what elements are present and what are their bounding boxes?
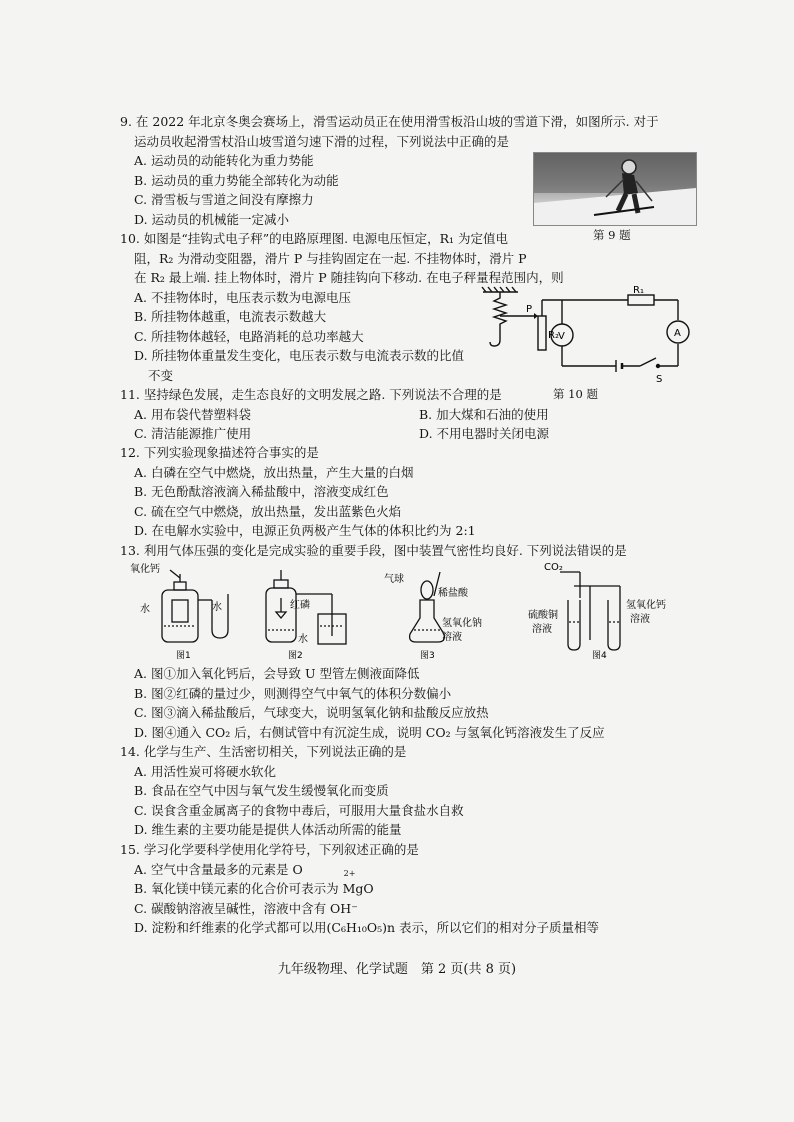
fig3-caption: 图3 xyxy=(420,651,435,661)
q10-stem-line2: 阻，R₂ 为滑动变阻器，滑片 P 与挂钩固定在一起. 不挂物体时，滑片 P xyxy=(134,250,527,266)
fig4-caption: 图4 xyxy=(592,651,607,661)
q11-option-d: D. 不用电器时关闭电源 xyxy=(419,426,550,441)
q11-options-row2 xyxy=(120,424,690,444)
q10-option-d: D. 所挂物体重量发生变化，电压表示数与电流表示数的比值 xyxy=(134,348,465,363)
fig3-label-balloon: 气球 xyxy=(384,574,404,585)
skier-photo xyxy=(533,152,697,226)
fig3-label-naoh-2: 溶液 xyxy=(442,632,462,643)
q13-option-d: D. 图④通入 CO₂ 后，右侧试管中有沉淀生成，说明 CO₂ 与氢氧化钙溶液发生了反应 xyxy=(134,724,605,740)
label-r2: R₂ xyxy=(548,330,559,341)
fig2-caption: 图2 xyxy=(288,651,303,661)
q9-option-c: C. 滑雪板与雪道之间没有摩擦力 xyxy=(134,192,314,207)
q10-stem-line1: 10. 如图是“挂钩式电子秤”的电路原理图. 电源电压恒定，R₁ 为定值电 xyxy=(120,231,508,246)
q15-stem: 15. 学习化学要科学使用化学符号，下列叙述正确的是 xyxy=(120,842,419,857)
fig3-label-hcl: 稀盐酸 xyxy=(438,588,468,599)
q13-stem: 13. 利用气体压强的变化是完成实验的重要手段，图中装置气密性均良好. 下列说法错误的是 xyxy=(120,543,627,558)
fig1-label-water-left: 水 xyxy=(140,604,150,615)
q11-options-row1 xyxy=(120,405,690,425)
label-ammeter: A xyxy=(674,328,681,339)
q14-option-b: B. 食品在空气中因与氧气发生缓慢氧化而变质 xyxy=(134,783,389,798)
q9-stem-line1: 9. 在 2022 年北京冬奥会赛场上，滑雪运动员正在使用滑雪板沿山坡的雪道下滑，如图所示. 对于 xyxy=(120,114,659,129)
q9-figure-caption: 第 9 题 xyxy=(593,228,631,242)
question-11 xyxy=(120,385,690,444)
q14-option-a: A. 用活性炭可将硬水软化 xyxy=(134,763,276,779)
q9-stem-line2: 运动员收起滑雪杖沿山坡雪道匀速下滑的过程，下列说法中正确的是 xyxy=(134,133,510,149)
q14-option-c: C. 误食含重金属离子的食物中毒后，可服用大量食盐水自救 xyxy=(134,802,464,818)
question-15 xyxy=(120,840,720,938)
q9-option-b: B. 运动员的重力势能全部转化为动能 xyxy=(134,172,339,188)
q13-figures xyxy=(120,560,690,662)
page-footer: 九年级物理、化学试题 第 2 页(共 8 页) xyxy=(277,962,517,977)
circuit-diagram xyxy=(478,286,693,386)
label-voltmeter: V xyxy=(558,331,565,342)
fig1-label-water-right: 水 xyxy=(212,602,222,613)
q10-option-b: B. 所挂物体越重，电流表示数越大 xyxy=(134,309,327,324)
q12-option-a: A. 白磷在空气中燃烧，放出热量，产生大量的白烟 xyxy=(134,464,414,480)
fig4-label-co2: CO₂ xyxy=(544,562,563,573)
fig4-label-cuso4-1: 硫酸铜 xyxy=(528,610,558,621)
q10-option-c: C. 所挂物体越轻，电路消耗的总功率越大 xyxy=(134,328,364,344)
q15-option-b-text: B. 氧化镁中镁元素的化合价可表示为 xyxy=(134,881,339,896)
fig2-label-p: 红磷 xyxy=(290,600,310,611)
fig1-label-cao: 氧化钙 xyxy=(130,564,160,575)
q13-option-a: A. 图①加入氧化钙后，会导致 U 型管左侧液面降低 xyxy=(134,666,420,681)
q12-option-b: B. 无色酚酞溶液滴入稀盐酸中，溶液变成红色 xyxy=(134,484,389,499)
fig4-label-caoh-2: 溶液 xyxy=(630,614,650,625)
q12-option-c: C. 硫在空气中燃烧，放出热量，发出蓝紫色火焰 xyxy=(134,503,402,519)
q10-option-a: A. 不挂物体时，电压表示数为电源电压 xyxy=(134,289,351,305)
q11-option-a: A. 用布袋代替塑料袋 xyxy=(134,406,251,422)
question-13-stem-block xyxy=(120,541,690,561)
q10-option-d-cont: 不变 xyxy=(148,367,174,383)
q15-option-b-formula: MgO xyxy=(342,881,374,896)
fig3-label-naoh-1: 氢氧化钠 xyxy=(442,618,482,629)
label-switch: S xyxy=(656,374,663,385)
skier-illustration xyxy=(534,153,696,225)
q13-option-c: C. 图③滴入稀盐酸后，气球变大，说明氢氧化钠和盐酸反应放热 xyxy=(134,705,489,720)
q12-stem: 12. 下列实验现象描述符合事实的是 xyxy=(120,445,319,460)
q11-stem: 11. 坚持绿色发展，走生态良好的文明发展之路. 下列说法不合理的是 xyxy=(120,387,502,402)
fig2-label-water: 水 xyxy=(298,634,308,645)
q11-option-b: B. 加大煤和石油的使用 xyxy=(419,406,549,422)
q9-option-a: A. 运动员的动能转化为重力势能 xyxy=(134,153,314,168)
q14-option-d: D. 维生素的主要功能是提供人体活动所需的能量 xyxy=(134,822,402,837)
q9-option-d: D. 运动员的机械能一定减小 xyxy=(134,211,290,227)
question-13-options xyxy=(120,664,720,742)
q10-stem-line3: 在 R₂ 最上端. 挂上物体时，滑片 P 随挂钩向下移动. 在电子秤量程范围内，则 xyxy=(134,270,564,285)
question-12 xyxy=(120,443,690,541)
q13-option-b: B. 图②红磷的量过少，则测得空气中氧气的体积分数偏小 xyxy=(134,685,452,701)
fig4-label-cuso4-2: 溶液 xyxy=(532,624,552,635)
q14-stem: 14. 化学与生产、生活密切相关，下列说法正确的是 xyxy=(120,744,407,759)
q15-option-a: A. 空气中含量最多的元素是 O xyxy=(134,861,303,877)
q15-option-c: C. 碳酸钠溶液呈碱性，溶液中含有 OH⁻ xyxy=(134,900,358,916)
fig1-caption: 图1 xyxy=(176,651,191,661)
q11-option-c: C. 清洁能源推广使用 xyxy=(134,426,252,441)
q12-option-d: D. 在电解水实验中，电源正负两极产生气体的体积比约为 2:1 xyxy=(134,523,476,538)
q10-figure-caption: 第 10 题 xyxy=(553,387,598,401)
q15-option-b-valence: 2+ xyxy=(343,869,356,878)
q15-option-b-formula-wrap xyxy=(342,869,374,899)
label-p: P xyxy=(526,304,533,315)
fig4-label-caoh-1: 氢氧化钙 xyxy=(626,600,666,611)
label-r1: R₁ xyxy=(633,286,644,296)
question-14 xyxy=(120,742,690,840)
q15-option-d: D. 淀粉和纤维素的化学式都可以用(C₆H₁₀O₅)n 表示，所以它们的相对分子质量相等 xyxy=(134,920,600,935)
